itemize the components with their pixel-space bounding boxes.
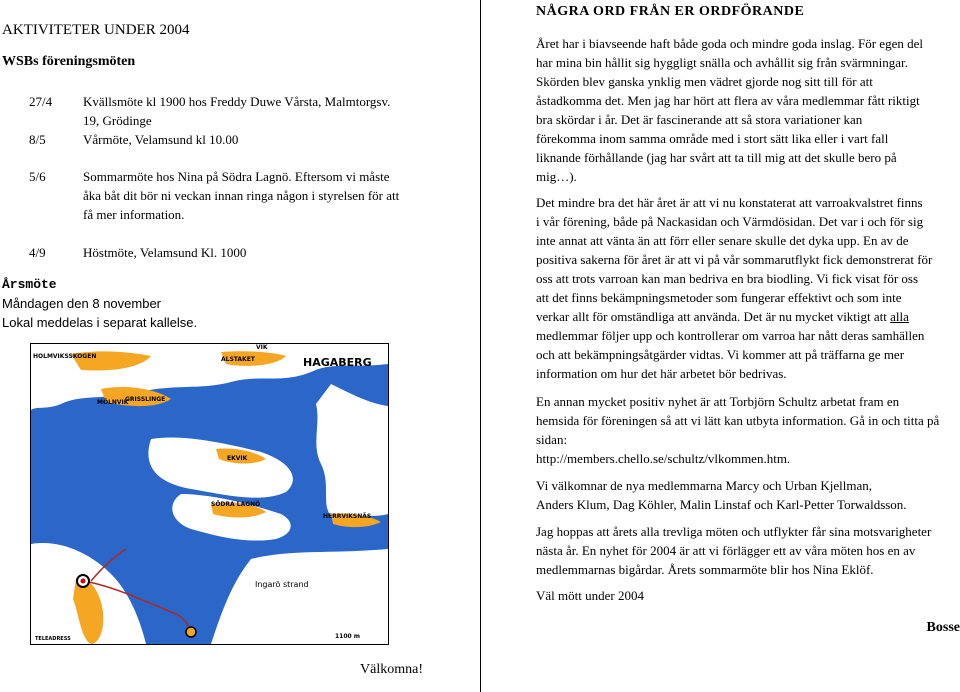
text-line: åstadkomma det. Men jag har hört att flera av våra medlemmar fått riktigt	[536, 93, 920, 108]
activity-date: 5/6	[29, 169, 46, 184]
text-line: Anders Klum, Dag Köhler, Malin Linstaf och Karl-Petter Torwaldsson.	[536, 497, 907, 512]
activity-description: Vårmöte, Velamsund kl 10.00	[83, 132, 239, 147]
map-label-sodra-lagno: SÖDRA LAGNÖ	[211, 501, 261, 508]
text-line: oss att trots varroan kan man bedriva en bra biodling. Vi fick visat för oss	[536, 271, 919, 286]
text-line: i vår förening, både på Nackasidan och Värmdösidan. Det var i och för sig	[536, 214, 924, 229]
text-line: förekomma inom samma område med i stort sätt lika eller i vart fall	[536, 131, 889, 146]
text-line: inte annat att vänta än att förr eller senare skulle det dyka upp. En av de	[536, 233, 909, 248]
activity-description: Kvällsmöte kl 1900 hos Freddy Duwe Vårsta, Malmtorgsv.	[83, 94, 391, 109]
text-line: En annan mycket positiv nyhet är att Torbjörn Schultz arbetat fram en	[536, 394, 900, 409]
text-line: Jag hoppas att årets alla trevliga möten och utflykter får sina motsvarigheter	[536, 524, 932, 539]
text-line: medlemmarnas bigårdar. Årets sommarmöte blir hos Nina Eklöf.	[536, 562, 874, 577]
text-line: Vi välkomnar de nya medlemmarna Marcy och Urban Kjellman,	[536, 478, 873, 493]
map-label-grisslinge: GRISSLINGE	[125, 396, 166, 403]
text-line: medlemmar följer upp och kontrollerar om varroa har nått deras samhällen	[536, 328, 925, 343]
map-label-ingaro: Ingarö strand	[255, 580, 309, 589]
column-divider	[480, 0, 481, 692]
text-line: att det finns bekämpningsmetoder som fungerar effektivt och som inte	[536, 290, 902, 305]
activity-date: 27/4	[29, 94, 53, 109]
map-label-holmvik: HOLMVIKSSKOGEN	[33, 353, 97, 360]
map-marker-center-icon	[81, 579, 86, 584]
map-label-credit: TELEADRESS	[35, 636, 71, 642]
text-line: liknande förhållande (jag har svårt att ta till mig att det skulle bero på	[536, 150, 897, 165]
closing-line: Väl mött under 2004	[536, 588, 644, 603]
meetings-subtitle: WSBs föreningsmöten	[2, 54, 136, 69]
activity-description: Sommarmöte hos Nina på Södra Lagnö. Eftersom vi måste	[83, 169, 390, 184]
map-marker-icon	[186, 627, 196, 637]
map-label-molnvik: MÖLNVIK	[97, 399, 129, 406]
activities-title: AKTIVITETER UNDER 2004	[2, 22, 190, 38]
signature: Bosse	[926, 620, 960, 635]
map-label-alstaket: ALSTAKET	[221, 356, 255, 363]
activity-date: 4/9	[29, 245, 46, 260]
text-line: positiva sakerna för året är att vi på vår sommarutflykt fick demonstrerat för	[536, 252, 933, 267]
annual-meeting-date: Måndagen den 8 november	[2, 296, 162, 311]
text-line: verkar allt för omständliga att använda. Det är nu mycket viktigt att alla	[536, 309, 909, 324]
activity-description: 19, Grödinge	[83, 113, 152, 128]
chairman-words-title: NÅGRA ORD FRÅN ER ORDFÖRANDE	[536, 4, 805, 19]
text-line: har mina bin hållit sig hyggligt snälla och avhållit sig från svärmningar.	[536, 55, 908, 70]
text-line: hemsida för föreningen så att vi lätt kan utbyta information. Gå in och titta på	[536, 413, 940, 428]
activity-description: få mer information.	[83, 207, 185, 222]
text-line: Skörden blev ganska ynklig men vädret gjorde nog sitt till för att	[536, 74, 873, 89]
text-line: och att bekämpningsåtgärder vidtas. Vi kommer att på träffarna ge mer	[536, 347, 905, 362]
emphasis-word: alla	[890, 309, 909, 324]
welcome-text: Välkomna!	[360, 662, 423, 677]
text-line: nästa år. En nyhet för 2004 är att vi förlägger ett av våra möten hos en av	[536, 543, 916, 558]
activity-description: åka båt dit bör ni veckan innan ringa någon i styrelsen för att	[83, 188, 400, 203]
text-line: mig…).	[536, 169, 577, 184]
text-line: bra skördar i år. Det är fascinerande att så stora variationer kan	[536, 112, 863, 127]
map-label-hagaberg: HAGABERG	[303, 356, 372, 369]
activity-description: Höstmöte, Velamsund Kl. 1000	[83, 245, 247, 260]
activity-date: 8/5	[29, 132, 46, 147]
text-line: sidan:	[536, 432, 568, 447]
text-line: Det mindre bra det här året är att vi nu konstaterat att varroakvalstret finns	[536, 195, 923, 210]
map-label-scale: 1100 m	[335, 633, 361, 640]
map-label-ekvik: EKVIK	[227, 455, 248, 462]
homepage-link[interactable]: http://members.chello.se/schultz/vlkommen.htm.	[536, 451, 791, 466]
location-map	[30, 343, 389, 645]
text-line: Året har i biavseende haft både goda och mindre goda inslag. För egen del	[536, 36, 923, 51]
text-line: information om hur det här arbetet bör bedrivas.	[536, 366, 787, 381]
annual-meeting-title: Årsmöte	[2, 277, 57, 292]
map-label-herrviksnas: HERRVIKSNÄS	[323, 513, 372, 520]
map-label-vik: VIK	[256, 344, 268, 351]
annual-meeting-location: Lokal meddelas i separat kallelse.	[2, 315, 198, 330]
